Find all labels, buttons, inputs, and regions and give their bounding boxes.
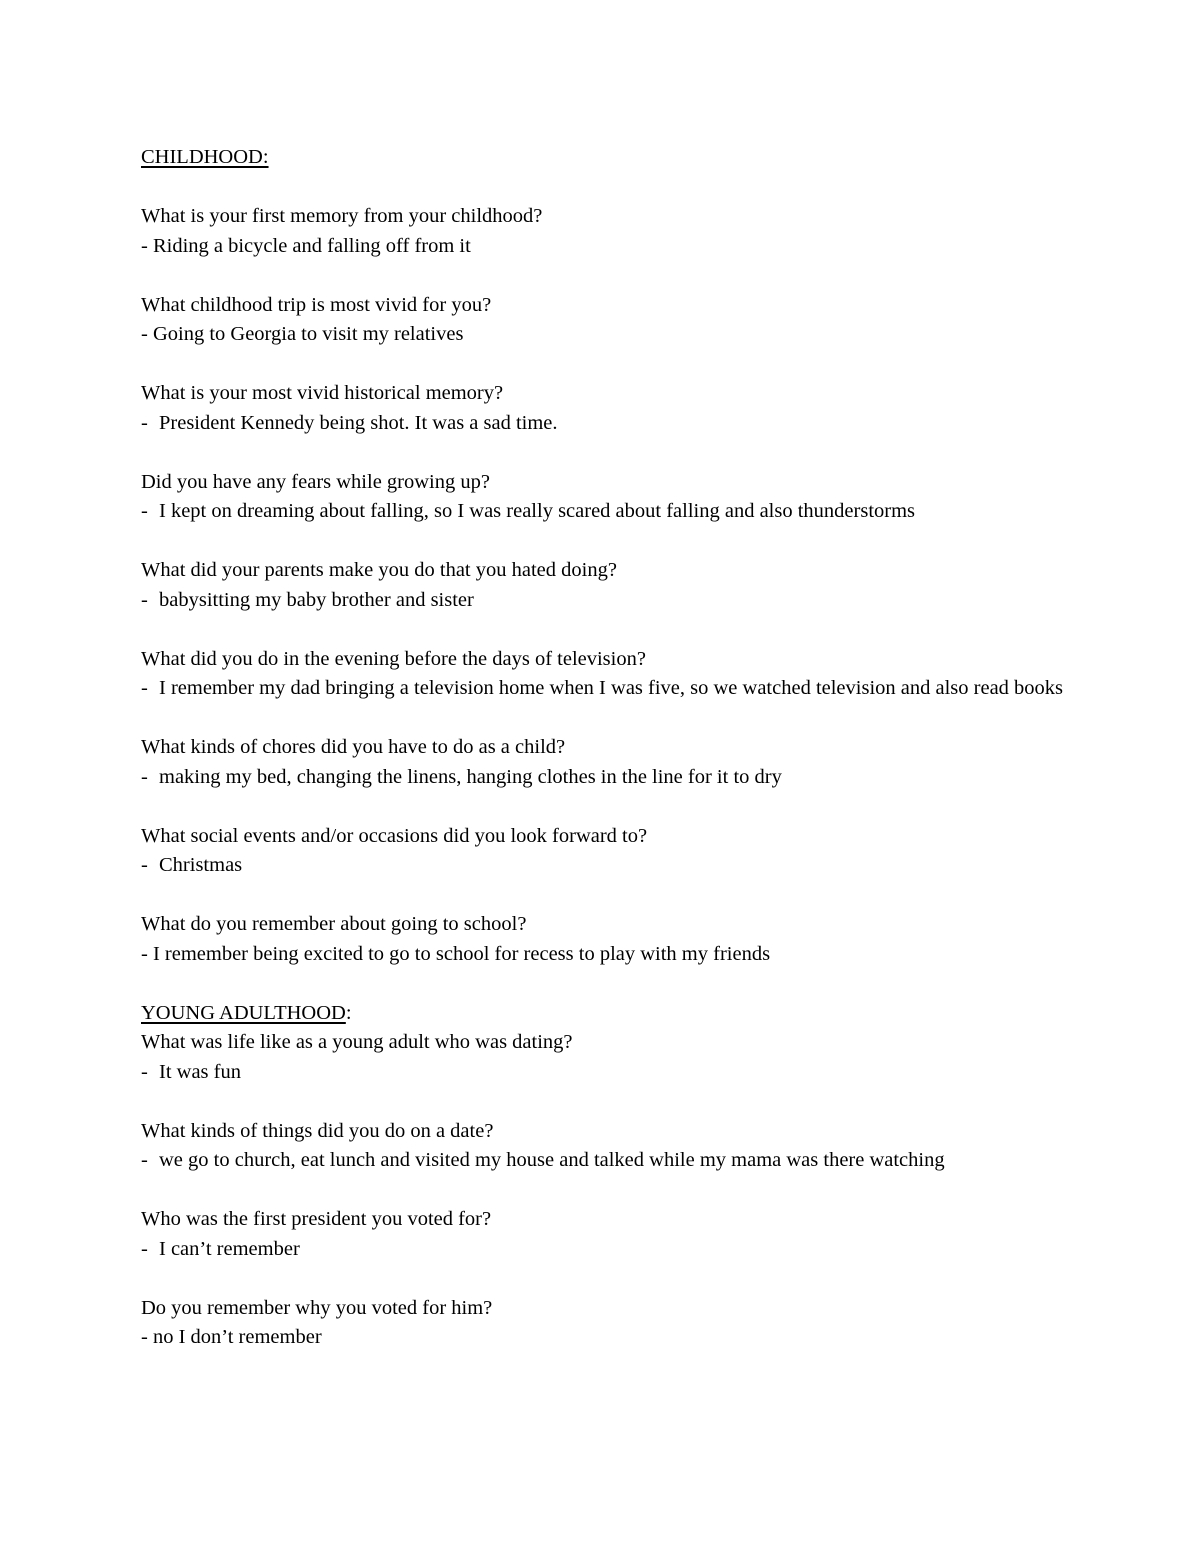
qa-item: [141, 556, 1101, 615]
qa-item: [141, 379, 1101, 438]
qa-item: [141, 202, 1101, 261]
question-text: What did your parents make you do that you hated doing?: [141, 559, 617, 581]
qa-item: [141, 291, 1101, 350]
question-text: What do you remember about going to school?: [141, 913, 527, 935]
question-text: What childhood trip is most vivid for you?: [141, 293, 492, 316]
answer-text: - I can’t remember: [141, 1237, 300, 1260]
question-text: What is your first memory from your childhood?: [141, 205, 543, 227]
question-text: Did you have any fears while growing up?: [141, 470, 490, 493]
question-text: Who was the first president you voted for?: [141, 1208, 492, 1230]
document-body: [141, 143, 1101, 1353]
qa-item: [141, 645, 1101, 704]
qa-item: [141, 1028, 1101, 1087]
answer-text: - I kept on dreaming about falling, so I was really scared about falling and also thunderstorms: [141, 500, 916, 522]
section-young-adulthood: [141, 999, 1101, 1353]
question-text: What did you do in the evening before the days of television?: [141, 647, 646, 670]
childhood-heading: CHILDHOOD:: [141, 146, 269, 168]
answer-text: - I remember being excited to go to school for recess to play with my friends: [141, 942, 771, 965]
question-text: What kinds of chores did you have to do as a child?: [141, 736, 566, 758]
question-text: Do you remember why you voted for him?: [141, 1296, 493, 1319]
question-text: What was life like as a young adult who was dating?: [141, 1031, 573, 1053]
qa-item: [141, 1117, 1101, 1176]
qa-item: [141, 733, 1101, 792]
answer-text: - we go to church, eat lunch and visited my house and talked while my mama was there watching: [141, 1149, 945, 1171]
answer-text: - Going to Georgia to visit my relatives: [141, 323, 464, 345]
section-childhood: [141, 143, 1101, 999]
qa-item: [141, 910, 1101, 969]
answer-text: - President Kennedy being shot. It was a sad time.: [141, 411, 558, 434]
answer-text: - Riding a bicycle and falling off from it: [141, 234, 471, 257]
section-heading: YOUNG ADULTHOOD:: [141, 1001, 352, 1024]
section-heading: [141, 143, 1101, 173]
answer-text: - I remember my dad bringing a television home when I was five, so we watched television and also read books: [141, 677, 1064, 699]
qa-item: [141, 468, 1101, 527]
qa-item: [141, 1205, 1101, 1264]
answer-text: - no I don’t remember: [141, 1326, 322, 1348]
answer-text: - making my bed, changing the linens, hanging clothes in the line for it to dry: [141, 765, 782, 788]
qa-item: [141, 822, 1101, 881]
answer-text: - It was fun: [141, 1060, 241, 1083]
qa-item: [141, 1294, 1101, 1353]
answer-text: - Christmas: [141, 854, 243, 876]
question-text: What is your most vivid historical memory?: [141, 382, 504, 404]
young-adulthood-heading: YOUNG ADULTHOOD: [141, 1001, 346, 1024]
question-text: What kinds of things did you do on a date?: [141, 1119, 494, 1142]
question-text: What social events and/or occasions did you look forward to?: [141, 824, 648, 847]
answer-text: - babysitting my baby brother and sister: [141, 588, 474, 611]
